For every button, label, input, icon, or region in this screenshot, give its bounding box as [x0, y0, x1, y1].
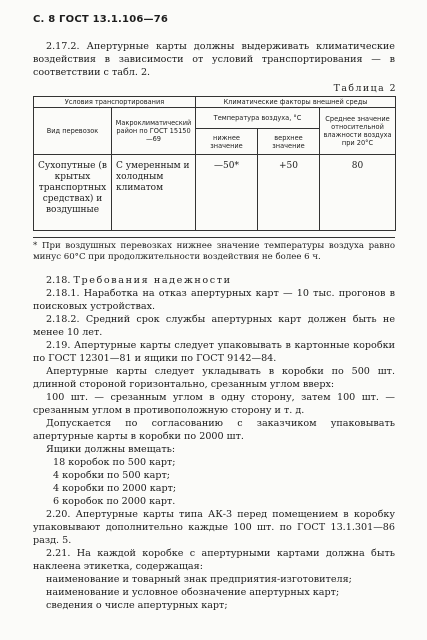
- paragraph-2-18-2: 2.18.2. Средний срок службы апертурных карт должен быть не менее 10 лет.: [33, 314, 395, 338]
- cell-kind: Сухопутные (в крытых транспортных средствах) и воздушные: [34, 155, 112, 231]
- cell-region: С умеренным и холодным климатом: [112, 155, 196, 231]
- table-header-transport: Условия транспортирования: [34, 97, 196, 108]
- climate-table: [33, 96, 396, 231]
- paragraph-packing-1: Апертурные карты следует укладывать в коробки по 500 шт. длинной стороной горизонтально, срезанным углом вверх:: [33, 366, 395, 390]
- section-title: Требования надежности: [73, 275, 232, 286]
- paragraph-packing-3: Допускается по согласованию с заказчиком упаковывать апертурные карты в коробки по 2000 шт.: [33, 418, 395, 442]
- list-item: 4 коробки по 500 карт;: [53, 470, 171, 481]
- paragraph-2-19: 2.19. Апертурные карты следует упаковывать в картонные коробки по ГОСТ 12301—81 и ящики по ГОСТ 9142—84.: [33, 340, 395, 364]
- table-caption: Таблица 2: [333, 83, 397, 94]
- cell-humidity: 80: [320, 155, 396, 231]
- table-header-temp: Температура воздуха, °С: [196, 108, 320, 129]
- paragraph-2-18-1: 2.18.1. Наработка на отказ апертурных карт — 10 тыс. прогонов в поисковых устройствах.: [33, 288, 395, 312]
- boxes-list: [33, 456, 395, 508]
- paragraph-2-20: 2.20. Апертурные карты типа АК-3 перед помещением в коробку упаковывают дополнительно каждые 100 шт. по ГОСТ 13.1.301—86 разд. 5.: [33, 509, 395, 546]
- list-item: 6 коробок по 2000 карт.: [53, 496, 176, 507]
- section-2-17-2: [33, 40, 395, 79]
- paragraph-packing-2: 100 шт. — срезанным углом в одну сторону, затем 100 шт. — срезанным углом в противоположную сторону и т. д.: [33, 392, 395, 416]
- table-row: [34, 155, 396, 231]
- table-header-region: Макроклиматический район по ГОСТ 15150—69: [112, 108, 196, 155]
- table-header-low: нижнее значение: [196, 129, 258, 155]
- main-text: [33, 274, 395, 612]
- page-header: С. 8 ГОСТ 13.1.106—76: [33, 14, 169, 25]
- list-item: 18 коробок по 500 карт;: [53, 457, 176, 468]
- table-header-climate: Климатические факторы внешней среды: [196, 97, 396, 108]
- cell-high: +50: [258, 155, 320, 231]
- cell-low: —50*: [196, 155, 258, 231]
- paragraph-2-17-2: 2.17.2. Апертурные карты должны выдерживать климатические воздействия в зависимости от условий транспортирования — в соответствии с табл. 2.: [33, 41, 395, 78]
- paragraph-2-21: 2.21. На каждой коробке с апертурными картами должна быть наклеена этикетка, содержащая:: [33, 548, 395, 572]
- table-footnote: * При воздушных перевозках нижнее значение температуры воздуха равно минус 60°С при продолжительности воздействия не более 6 ч.: [33, 241, 395, 262]
- label-item: наименование и условное обозначение апертурных карт;: [46, 587, 340, 598]
- table-header-humidity: Среднее значение относительной влажности воздуха при 20°С: [320, 108, 396, 155]
- label-item: наименование и товарный знак предприятия-изготовителя;: [46, 574, 352, 585]
- section-number: 2.18.: [46, 275, 71, 286]
- table-header-kind: Вид перевозок: [34, 108, 112, 155]
- label-item: сведения о числе апертурных карт;: [46, 600, 228, 611]
- table-header-high: верхнее значение: [258, 129, 320, 155]
- paragraph-boxes: Ящики должны вмещать:: [46, 444, 176, 455]
- section-2-18-heading: [33, 274, 395, 287]
- list-item: 4 коробки по 2000 карт;: [53, 483, 177, 494]
